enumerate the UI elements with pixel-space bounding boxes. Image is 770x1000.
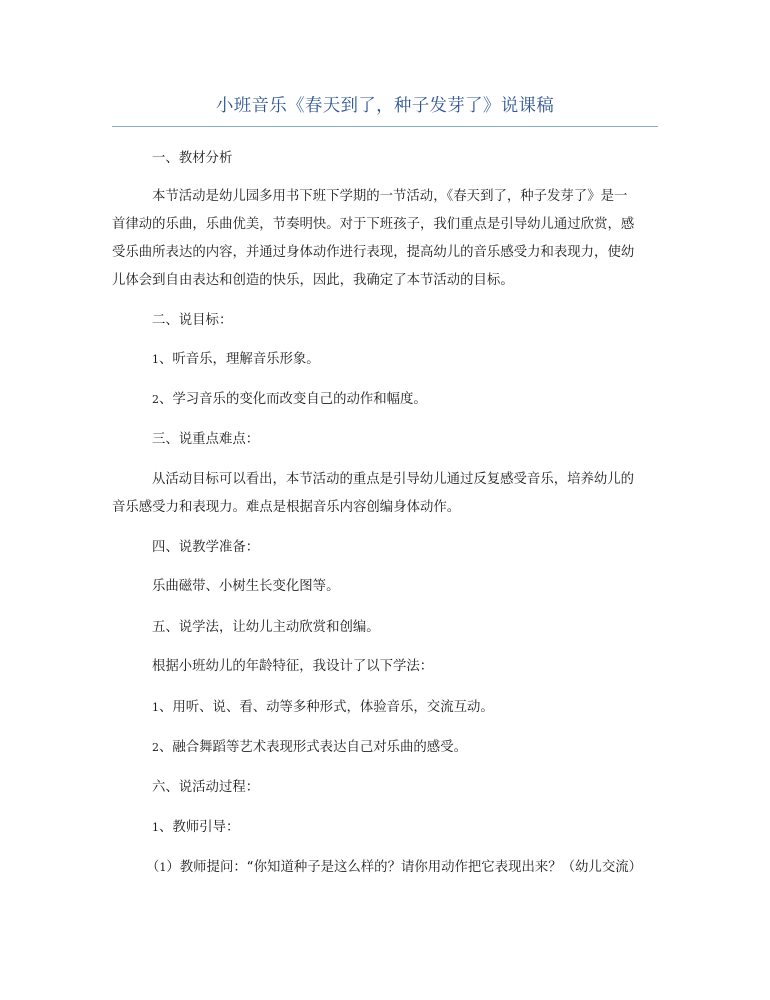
list-item-number: 1 [152, 353, 159, 366]
title-underline [112, 126, 658, 127]
paragraph-line: 乐曲磁带、小树生长变化图等。 [152, 579, 340, 594]
paragraph-line: 根据小班幼儿的年龄特征，我设计了以下学法： [152, 659, 434, 674]
section-heading-preparation: 四、说教学准备： [152, 540, 260, 555]
list-item-text: 、教师引导： [159, 820, 240, 835]
sub-list-text: ）教师提问：“你知道种子是这么样的？请你用动作把它表现出来？（幼儿交流） [166, 860, 642, 875]
section-heading-materials: 一、教材分析 [152, 151, 233, 166]
list-item-number: 2 [152, 741, 159, 754]
section-heading-key-points: 三、说重点难点： [152, 432, 260, 447]
list-item-number: 1 [152, 701, 159, 714]
paragraph-line: 儿体会到自由表达和创造的快乐，因此，我确定了本节活动的目标。 [112, 273, 514, 288]
list-item-text: 、融合舞蹈等艺术表现形式表达自己对乐曲的感受。 [159, 740, 467, 755]
paragraph-line: 首律动的乐曲，乐曲优美，节奏明快。对于下班孩子，我们重点是引导幼儿通过欣赏，感 [112, 217, 635, 232]
sub-list-item [146, 859, 642, 877]
list-item [152, 819, 239, 837]
list-item-number: 2 [152, 393, 159, 406]
sub-list-open-paren: （ [146, 860, 160, 875]
list-item-text: 、用听、说、看、动等多种形式，体验音乐，交流互动。 [159, 700, 494, 715]
list-item-text: 、听音乐，理解音乐形象。 [159, 352, 320, 367]
sub-list-number: 1 [159, 861, 167, 874]
section-heading-goals: 二、说目标： [152, 313, 233, 328]
section-heading-activity-process: 六、说活动过程： [152, 780, 260, 795]
list-item [152, 699, 494, 717]
document-title: 小班音乐《春天到了，种子发芽了》说课稿 [215, 96, 555, 116]
list-item [152, 739, 467, 757]
paragraph-line: 受乐曲所表达的内容，并通过身体动作进行表现，提高幼儿的音乐感受力和表现力，使幼 [112, 245, 635, 260]
paragraph-line: 本节活动是幼儿园多用书下班下学期的一节活动，《春天到了，种子发芽了》是一 [152, 189, 628, 204]
paragraph-line: 从活动目标可以看出，本节活动的重点是引导幼儿通过反复感受音乐，培养幼儿的 [152, 472, 635, 487]
paragraph-line: 音乐感受力和表现力。难点是根据音乐内容创编身体动作。 [112, 500, 461, 515]
list-item-text: 、学习音乐的变化而改变自己的动作和幅度。 [159, 392, 427, 407]
list-item-number: 1 [152, 821, 159, 834]
section-heading-learning-methods: 五、说学法，让幼儿主动欣赏和创编。 [152, 620, 380, 635]
list-item [152, 351, 320, 369]
list-item [152, 391, 427, 409]
